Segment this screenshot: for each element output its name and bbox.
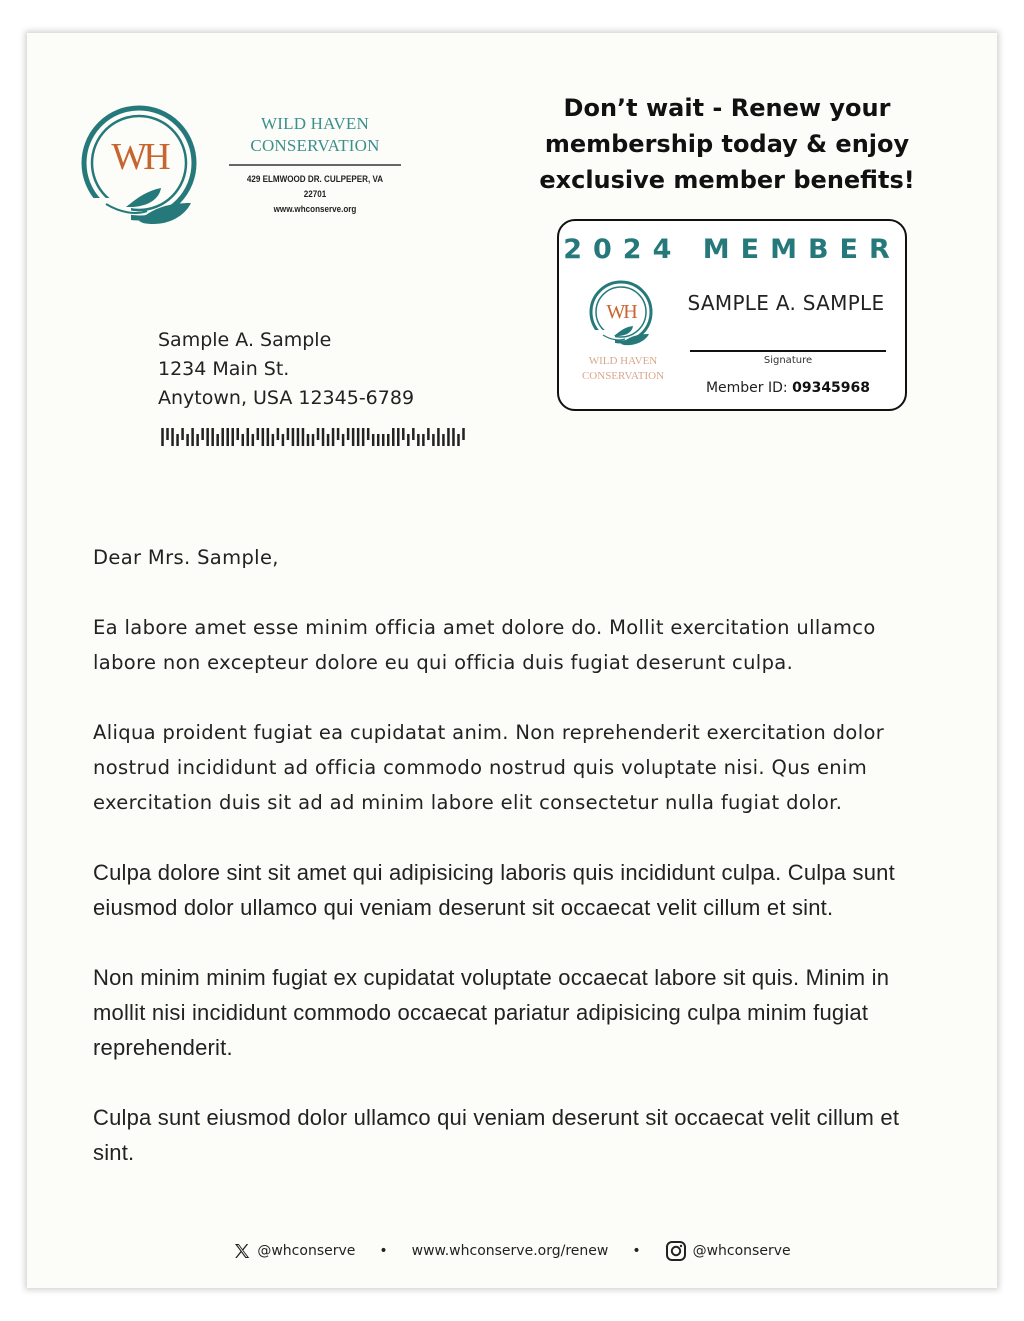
member-id-value: 09345968 xyxy=(792,380,871,396)
paragraph-4: Non minim minim fugiat ex cupidatat voluptate occaecat labore sit quis. Minim in mollit nisi incididunt commodo occaecat pariatur adipisicing culpa minim fugiat reprehenderit. xyxy=(93,965,890,1060)
barcode-bar xyxy=(282,434,285,446)
barcode-bar xyxy=(267,428,270,446)
org-address: 429 ELMWOOD DR. CULPEPER, VA 22701 xyxy=(246,174,384,200)
barcode-bar xyxy=(292,428,295,446)
barcode-bar xyxy=(277,428,280,440)
barcode-bar xyxy=(191,428,194,446)
wild-haven-logo-icon xyxy=(81,103,201,233)
barcode-bar xyxy=(342,434,345,446)
paragraph-5: Culpa sunt eiusmod dolor ullamco qui veniam deserunt sit occaecat velit cillum et sint. xyxy=(93,1105,900,1165)
barcode-bar xyxy=(337,428,340,440)
barcode-bar xyxy=(442,434,445,446)
barcode-bar xyxy=(462,428,465,440)
instagram-icon xyxy=(665,1240,687,1262)
card-org-line1: WILD HAVEN xyxy=(588,355,658,367)
card-org-line2: CONSERVATION xyxy=(581,370,665,382)
barcode-bar xyxy=(437,428,440,446)
barcode-bar xyxy=(332,428,335,446)
barcode-bar xyxy=(377,434,380,446)
barcode-bar xyxy=(397,428,400,446)
barcode-bar xyxy=(226,428,229,446)
barcode-bar xyxy=(362,428,365,446)
signature-line xyxy=(690,350,886,352)
headline-line2: membership today & enjoy xyxy=(544,130,910,158)
barcode-bar xyxy=(272,434,275,446)
barcode-bar xyxy=(452,428,455,446)
barcode-bar xyxy=(166,428,169,440)
x-handle[interactable]: @whconserve xyxy=(257,1243,356,1259)
organization-header xyxy=(229,113,401,217)
signature-label: Signature xyxy=(763,355,813,366)
logo-monogram: WH xyxy=(111,136,167,178)
barcode-bar xyxy=(252,434,255,446)
footer-instagram-link[interactable] xyxy=(665,1240,791,1262)
barcode-bar xyxy=(317,428,320,440)
barcode-bar xyxy=(387,434,390,446)
paragraph-1: Ea labore amet esse minim officia amet dolore do. Mollit exercitation ullamco labore non excepteur dolore eu qui officia duis fugiat deserunt culpa. xyxy=(93,616,876,674)
barcode-bar xyxy=(287,428,290,440)
barcode-bar xyxy=(161,428,164,446)
barcode-bar xyxy=(307,434,310,446)
barcode-bar xyxy=(447,428,450,446)
footer-separator: • xyxy=(379,1243,388,1259)
barcode-bar xyxy=(412,428,415,440)
barcode-bar xyxy=(176,434,179,446)
x-logo-icon xyxy=(233,1242,251,1260)
renew-url-link[interactable]: www.whconserve.org/renew xyxy=(411,1243,609,1259)
membership-card xyxy=(557,219,907,411)
org-website[interactable]: www.whconserve.org xyxy=(273,204,357,215)
barcode-bar xyxy=(206,428,209,446)
footer-x-link[interactable] xyxy=(233,1242,355,1260)
barcode-bar xyxy=(382,434,385,446)
org-name-line2: CONSERVATION xyxy=(250,136,380,155)
barcode-bar xyxy=(262,428,265,446)
recipient-city: Anytown, USA 12345-6789 xyxy=(158,387,415,409)
barcode-bar xyxy=(302,428,305,446)
barcode-bar xyxy=(201,428,204,440)
recipient-address xyxy=(158,326,414,413)
barcode-bar xyxy=(237,428,240,440)
barcode-bar xyxy=(297,428,300,446)
barcode-bar xyxy=(257,428,260,440)
postal-barcode xyxy=(160,428,466,446)
barcode-bar xyxy=(422,434,425,446)
barcode-bar xyxy=(367,428,370,440)
barcode-bar xyxy=(407,434,410,446)
barcode-bar xyxy=(181,428,184,440)
barcode-bar xyxy=(427,428,430,440)
barcode-bar xyxy=(312,434,315,446)
headline-line1: Don’t wait - Renew your xyxy=(563,94,891,122)
barcode-bar xyxy=(457,434,460,446)
barcode-bar xyxy=(247,428,250,446)
barcode-bar xyxy=(196,434,199,446)
headline-line3: exclusive member benefits! xyxy=(539,166,915,194)
card-member-name: SAMPLE A. SAMPLE xyxy=(687,291,885,315)
card-title: 2024 MEMBER xyxy=(563,234,901,265)
org-name-line1: WILD HAVEN xyxy=(261,114,369,133)
barcode-bar xyxy=(322,428,325,446)
barcode-bar xyxy=(417,434,420,446)
barcode-bar xyxy=(402,428,405,440)
barcode-bar xyxy=(372,434,375,446)
member-id-label: Member ID: xyxy=(705,380,788,396)
letter-page xyxy=(27,33,997,1288)
footer-separator: • xyxy=(632,1243,641,1259)
barcode-bar xyxy=(211,428,214,446)
salutation: Dear Mrs. Sample, xyxy=(93,546,279,569)
barcode-bar xyxy=(231,428,234,446)
instagram-handle[interactable]: @whconserve xyxy=(692,1243,791,1259)
barcode-bar xyxy=(357,428,360,446)
paragraph-2: Aliqua proident fugiat ea cupidatat anim. Non reprehenderit exercitation dolor nostrud incididunt ad officia commodo nostrud quis voluptate nisi. Qus enim exercitation duis sit ad ad minim labore elit consectetur nulla fugiat dolor. xyxy=(93,721,885,814)
card-logo-icon xyxy=(587,278,655,350)
recipient-street: 1234 Main St. xyxy=(158,358,290,380)
barcode-bar xyxy=(216,434,219,446)
card-logo-monogram: WH xyxy=(606,301,636,323)
barcode-bar xyxy=(392,428,395,446)
barcode-bar xyxy=(171,428,174,446)
barcode-bar xyxy=(347,428,350,440)
barcode-bar xyxy=(432,434,435,446)
barcode-bar xyxy=(242,434,245,446)
barcode-bar xyxy=(327,434,330,446)
renewal-headline xyxy=(532,90,922,198)
divider xyxy=(229,164,401,166)
barcode-bar xyxy=(352,428,355,446)
barcode-bar xyxy=(221,428,224,446)
footer xyxy=(27,1239,997,1263)
paragraph-3: Culpa dolore sint sit amet qui adipisicing laboris quis incididunt culpa. Culpa sunt eiusmod dolor ullamco qui veniam deserunt sit occaecat velit cillum et sint. xyxy=(93,860,895,920)
letter-body xyxy=(93,540,933,1205)
barcode-bar xyxy=(186,434,189,446)
member-id xyxy=(679,380,897,396)
recipient-name: Sample A. Sample xyxy=(158,329,332,351)
card-org-name xyxy=(567,354,679,384)
